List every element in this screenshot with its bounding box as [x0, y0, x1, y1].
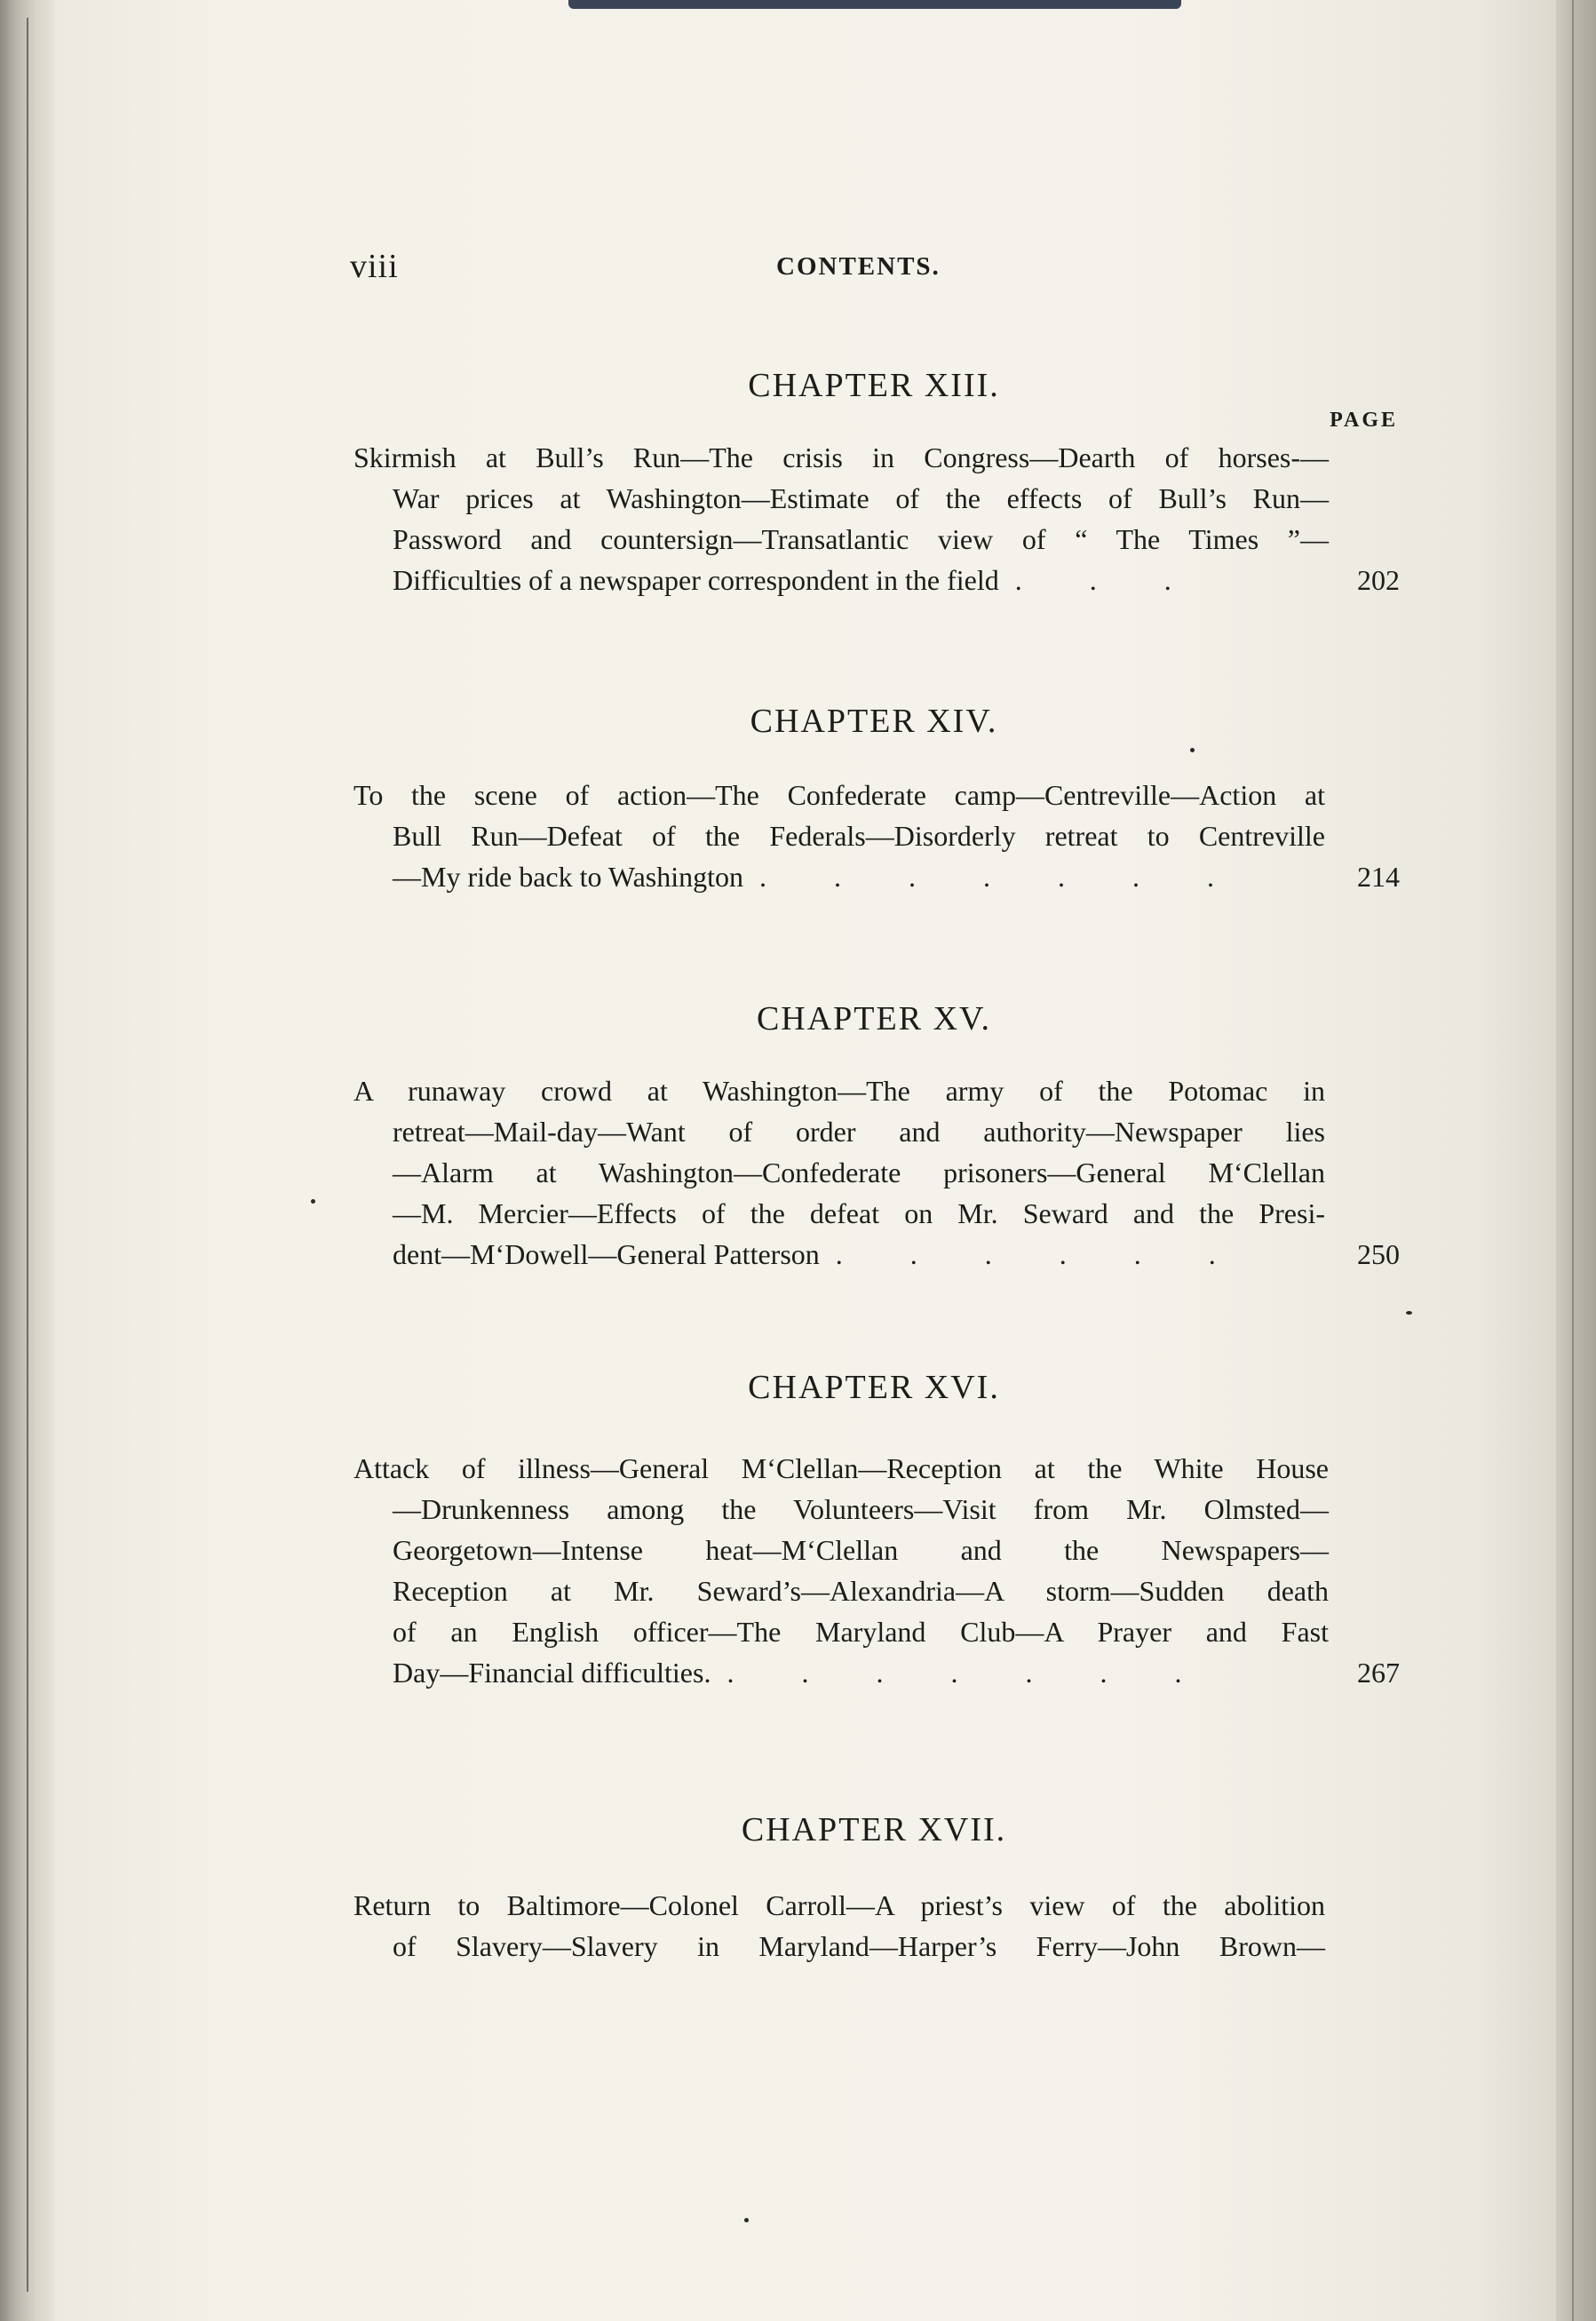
- scan-binding-line: [27, 18, 28, 2292]
- chapter-heading: CHAPTER XVI.: [748, 1369, 1000, 1406]
- dot-leaders: . . .: [1014, 564, 1202, 596]
- scan-right-line: [1572, 0, 1574, 2321]
- toc-entry-line: —Alarm at Washington—Confederate prisoners—General M‘Clellan: [393, 1157, 1325, 1188]
- toc-entry-line: Return to Baltimore—Colonel Carroll—A priest’s view of the abolition: [353, 1889, 1325, 1921]
- toc-entry-line: Difficulties of a newspaper correspondent in the field: [393, 564, 999, 596]
- toc-entry-line: —M. Mercier—Effects of the defeat on Mr. Seward and the Presi-: [393, 1197, 1325, 1229]
- chapter-heading: CHAPTER XV.: [756, 1000, 992, 1037]
- toc-entry-line: dent—M‘Dowell—General Patterson: [393, 1238, 820, 1270]
- toc-entry-line: of Slavery—Slavery in Maryland—Harper’s Ferry—John Brown—: [393, 1930, 1325, 1962]
- toc-entry-line: Georgetown—Intense heat—M‘Clellan and the Newspapers—: [393, 1534, 1329, 1566]
- toc-page-number: 214: [1357, 861, 1400, 893]
- toc-entry-line: War prices at Washington—Estimate of the effects of Bull’s Run—: [393, 482, 1329, 514]
- scan-top-tab: [568, 0, 1181, 9]
- toc-entry-line: of an English officer—The Maryland Club—A Prayer and Fast: [393, 1616, 1329, 1648]
- toc-entry-line: —My ride back to Washington: [393, 861, 743, 893]
- page-speck: [1406, 1311, 1412, 1315]
- toc-entry-line: Bull Run—Defeat of the Federals—Disorderly retreat to Centreville: [393, 820, 1325, 852]
- toc-entry-last-line: [353, 1652, 1400, 1693]
- toc-entry-last-line: [353, 856, 1400, 897]
- toc-entry-last-line: [353, 1234, 1400, 1275]
- toc-entry-line: Password and countersign—Transatlantic view of “ The Times ”—: [393, 523, 1329, 555]
- toc-entry-line: Reception at Mr. Seward’s—Alexandria—A storm—Sudden death: [393, 1575, 1329, 1607]
- dot-leaders: . . . . . .: [835, 1238, 1246, 1270]
- toc-page-number: 202: [1357, 564, 1400, 596]
- chapter-heading: CHAPTER XIV.: [750, 703, 998, 740]
- toc-entry-line: A runaway crowd at Washington—The army of the Potomac in: [353, 1075, 1325, 1107]
- page-speck: [744, 2218, 749, 2222]
- running-title: CONTENTS.: [776, 252, 941, 281]
- toc-entry-line: Skirmish at Bull’s Run—The crisis in Congress—Dearth of horses-—: [353, 441, 1329, 473]
- page-speck: [1190, 748, 1195, 752]
- chapter-heading: CHAPTER XIII.: [748, 367, 1000, 404]
- page-header: [350, 247, 1398, 291]
- scan-right-edge: [1556, 0, 1596, 2321]
- toc-entry: [353, 1885, 1400, 1967]
- chapter-heading: CHAPTER XVII.: [741, 1811, 1007, 1848]
- toc-entry: [353, 1448, 1400, 1693]
- toc-entry-line: Day—Financial difficulties.: [393, 1657, 711, 1689]
- dot-leaders: . . . . . . .: [727, 1657, 1212, 1689]
- toc-entry: [353, 437, 1400, 600]
- toc-entry-last-line: [353, 560, 1400, 600]
- dot-leaders: . . . . . . .: [759, 861, 1244, 893]
- page-column-label: PAGE: [1330, 409, 1398, 432]
- toc-entry: [353, 775, 1400, 897]
- page-speck: [311, 1199, 315, 1204]
- toc-entry-line: retreat—Mail-day—Want of order and authority—Newspaper lies: [393, 1116, 1325, 1148]
- toc-page-number: 250: [1357, 1238, 1400, 1270]
- toc-entry: [353, 1070, 1400, 1275]
- toc-entry-line: —Drunkenness among the Volunteers—Visit from Mr. Olmsted—: [393, 1493, 1329, 1525]
- page-folio: viii: [350, 248, 399, 285]
- toc-entry-line: To the scene of action—The Confederate camp—Centreville—Action at: [353, 779, 1325, 811]
- toc-entry-line: Attack of illness—General M‘Clellan—Reception at the White House: [353, 1452, 1329, 1484]
- toc-page-number: 267: [1357, 1657, 1400, 1689]
